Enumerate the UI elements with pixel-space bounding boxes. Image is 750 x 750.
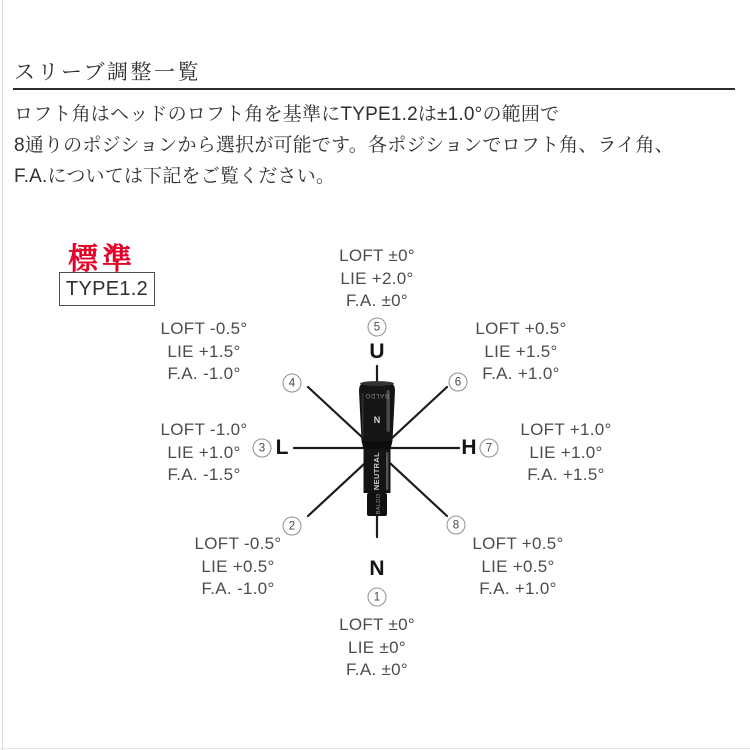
pos5-loft: LOFT ±0° (339, 246, 415, 265)
sleeve-adapter (359, 381, 395, 516)
pos8-loft: LOFT +0.5° (472, 534, 564, 553)
pos7-loft: LOFT +1.0° (520, 420, 612, 439)
pos2-fa: F.A. -1.0° (201, 579, 275, 598)
sleeve-marking-n: N (373, 415, 381, 425)
pos3-lie: LIE +1.0° (167, 442, 241, 462)
pos3-values (161, 419, 248, 487)
pos5-lie: LIE +2.0° (340, 268, 414, 288)
pos6-lie: LIE +1.5° (484, 341, 558, 361)
pos2-loft: LOFT -0.5° (194, 534, 282, 553)
pos1-number-badge: 1 (368, 588, 387, 607)
intro-line-3: F.A.については下記をご覧ください。 (14, 166, 336, 187)
pos3-number-badge: 3 (253, 439, 272, 458)
standard-label: 標準 (68, 243, 136, 276)
sleeve-brand-top-text: BALDO (365, 392, 389, 399)
pos8-values (472, 533, 563, 601)
pos7-values (520, 419, 611, 487)
pos1-loft: LOFT ±0° (339, 615, 415, 634)
pos4-number-badge: 4 (283, 374, 302, 393)
direction-letter-n: N (369, 557, 385, 580)
pos8-fa: F.A. +1.0° (479, 579, 557, 598)
pos2-number-badge: 2 (283, 517, 302, 536)
sleeve-mid-highlight (386, 452, 388, 490)
pos6-fa: F.A. +1.0° (482, 364, 560, 383)
pos2-values (195, 533, 282, 601)
sleeve-neutral-text: NEUTRAL (372, 451, 381, 491)
pos1-fa: F.A. ±0° (345, 660, 408, 679)
intro-line-2: 8通りのポジションから選択が可能です。各ポジションでロフト角、ライ角、 (14, 135, 674, 156)
sleeve-top-cap (360, 381, 394, 386)
pos6-number-badge: 6 (449, 373, 468, 392)
direction-letter-l: L (275, 436, 289, 459)
pos7-number-badge: 7 (480, 439, 499, 458)
sleeve-taper (362, 441, 393, 449)
pos5-fa: F.A. ±0° (345, 291, 408, 310)
pos8-lie: LIE +0.5° (481, 556, 555, 576)
pos1-lie: LIE ±0° (348, 637, 406, 657)
pos5-values (339, 245, 415, 313)
pos2-lie: LIE +0.5° (201, 556, 275, 576)
pos3-loft: LOFT -1.0° (160, 420, 248, 439)
pos4-lie: LIE +1.5° (167, 341, 241, 361)
pos8-number-badge: 8 (447, 516, 466, 535)
pos4-fa: F.A. -1.0° (167, 364, 241, 383)
pos3-fa: F.A. -1.5° (167, 465, 241, 484)
pos5-number-badge: 5 (368, 318, 387, 337)
pos6-values (475, 318, 566, 386)
sleeve-left-highlight (362, 393, 364, 437)
pos7-fa: F.A. +1.5° (527, 465, 605, 484)
direction-letter-u: U (369, 340, 385, 363)
pos4-loft: LOFT -0.5° (160, 319, 248, 338)
direction-letter-h: H (461, 436, 477, 459)
pos6-loft: LOFT +0.5° (475, 319, 567, 338)
pos1-values (339, 614, 415, 682)
sleeve-brand-tip-text: BALDO (376, 493, 382, 515)
page-title: スリーブ調整一覧 (14, 61, 201, 84)
intro-line-1: ロフト角はヘッドのロフト角を基準にTYPE1.2は±1.0°の範囲で (14, 104, 560, 125)
pos4-values (161, 318, 248, 386)
type-badge: TYPE1.2 (59, 272, 155, 306)
pos7-lie: LIE +1.0° (529, 442, 603, 462)
